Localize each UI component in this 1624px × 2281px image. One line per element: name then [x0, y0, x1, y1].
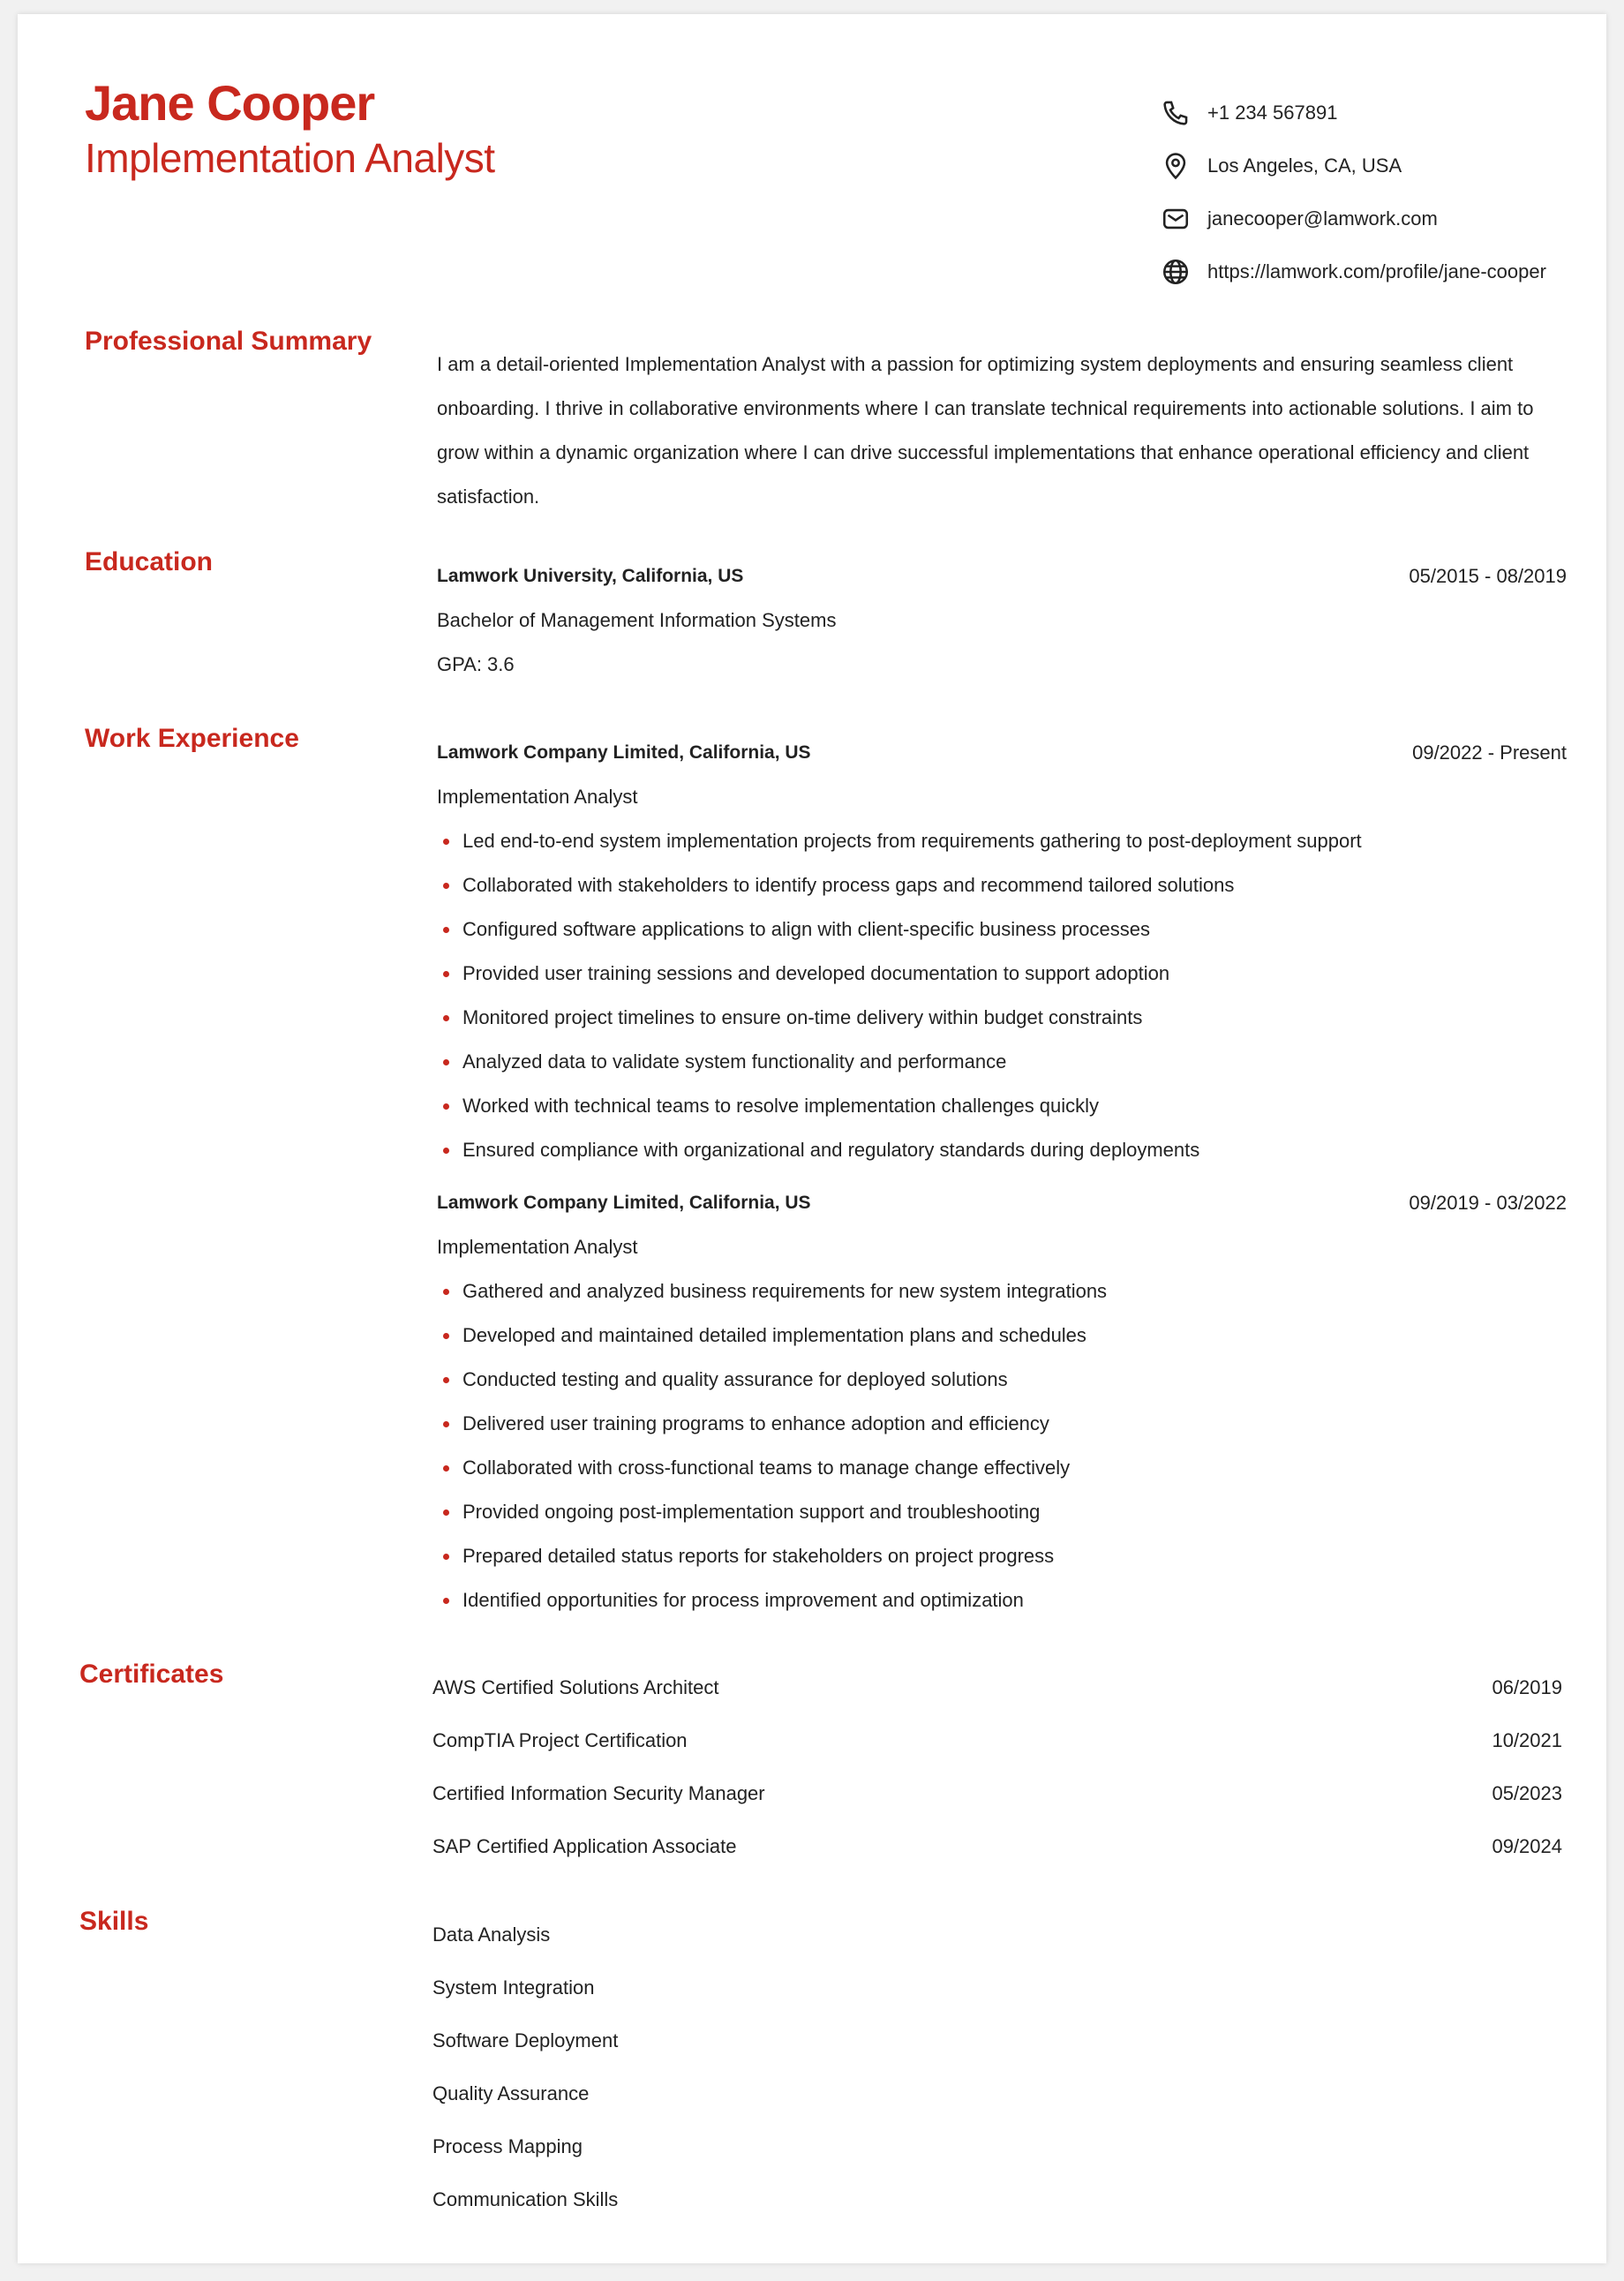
job-bullet: Configured software applications to align with client-specific business processes [437, 907, 1567, 952]
contact-location [1158, 139, 1564, 192]
job-bullet: Gathered and analyzed business requirements for new system integrations [437, 1269, 1567, 1314]
skill-item: Communication Skills [432, 2188, 619, 2210]
job-bullet: Analyzed data to validate system functionality and performance [437, 1040, 1567, 1084]
job-bullet: Provided ongoing post-implementation support and troubleshooting [437, 1490, 1567, 1534]
contact-block [1158, 87, 1564, 298]
job-bullet: Prepared detailed status reports for stakeholders on project progress [437, 1534, 1567, 1578]
job-bullet: Developed and maintained detailed implementation plans and schedules [437, 1314, 1567, 1358]
job-bullet: Collaborated with cross-functional teams to manage change effectively [437, 1446, 1567, 1490]
skill-item: Software Deployment [432, 2029, 619, 2051]
education-date: 05/2015 - 08/2019 [1409, 565, 1567, 587]
contact-email-text[interactable]: janecooper@lamwork.com [1207, 207, 1438, 230]
location-icon [1158, 148, 1193, 184]
contact-location-text: Los Angeles, CA, USA [1207, 154, 1402, 177]
certificate-row [432, 1661, 1562, 1714]
certificate-name: AWS Certified Solutions Architect [432, 1676, 719, 1698]
skills-list [432, 1908, 618, 2226]
candidate-name: Jane Cooper [85, 75, 375, 131]
resume-page [18, 14, 1606, 2263]
certificate-name: SAP Certified Application Associate [432, 1835, 737, 1857]
certificate-date: 06/2019 [1492, 1676, 1562, 1698]
contact-website [1158, 245, 1564, 298]
work-list [437, 731, 1567, 1622]
skill-item: Process Mapping [432, 2135, 583, 2157]
mail-icon [1158, 201, 1193, 237]
job-bullet: Worked with technical teams to resolve implementation challenges quickly [437, 1084, 1567, 1128]
job-bullet: Delivered user training programs to enhance adoption and efficiency [437, 1402, 1567, 1446]
certificates-list [432, 1661, 1562, 1873]
job-date: 09/2019 - 03/2022 [1409, 1192, 1567, 1214]
certificate-name: Certified Information Security Manager [432, 1782, 765, 1804]
education-degree: Bachelor of Management Information Systems [437, 609, 837, 631]
job-bullet: Collaborated with stakeholders to identify process gaps and recommend tailored solutions [437, 863, 1567, 907]
job-bullet: Ensured compliance with organizational and regulatory standards during deployments [437, 1128, 1567, 1172]
skill-item: Quality Assurance [432, 2082, 590, 2104]
phone-icon [1158, 95, 1193, 131]
education-entry [437, 554, 1567, 687]
certificate-row [432, 1767, 1562, 1820]
summary-text: I am a detail-oriented Implementation Analyst with a passion for optimizing system deployments and ensuring seamless client onboarding. I thrive in collaborative environments where I can translate technical requirements into actionable solutions. I aim to grow within a dynamic organization where I can drive successful implementations that enhance operational efficiency and client satisfaction. [437, 353, 1534, 508]
education-school: Lamwork University, California, US [437, 566, 744, 586]
job-position: Implementation Analyst [437, 1236, 638, 1258]
job-bullet: Conducted testing and quality assurance for deployed solutions [437, 1358, 1567, 1402]
contact-phone-text: +1 234 567891 [1207, 102, 1338, 124]
job-bullet: Provided user training sessions and developed documentation to support adoption [437, 952, 1567, 996]
job-date: 09/2022 - Present [1412, 742, 1567, 764]
work-heading: Work Experience [85, 724, 299, 753]
education-heading: Education [85, 547, 214, 576]
certificate-date: 09/2024 [1492, 1835, 1562, 1857]
summary-heading: Professional Summary [85, 327, 372, 356]
certificate-row [432, 1714, 1562, 1767]
certificate-row [432, 1820, 1562, 1873]
job-bullets [437, 1269, 1567, 1622]
job-position: Implementation Analyst [437, 786, 638, 808]
education-gpa: GPA: 3.6 [437, 653, 515, 675]
skill-item: System Integration [432, 1976, 595, 1999]
certificate-name: CompTIA Project Certification [432, 1729, 688, 1751]
job-entry [437, 731, 1567, 1172]
job-bullets [437, 819, 1567, 1172]
job-company: Lamwork Company Limited, California, US [437, 742, 811, 763]
certificates-heading: Certificates [79, 1660, 224, 1689]
contact-phone [1158, 87, 1564, 139]
contact-website-link[interactable]: https://lamwork.com/profile/jane-cooper [1207, 260, 1546, 282]
certificate-date: 10/2021 [1492, 1729, 1562, 1751]
job-entry [437, 1181, 1567, 1622]
certificate-date: 05/2023 [1492, 1782, 1562, 1804]
contact-email [1158, 192, 1564, 245]
job-company: Lamwork Company Limited, California, US [437, 1193, 811, 1213]
job-bullet: Led end-to-end system implementation projects from requirements gathering to post-deployment support [437, 819, 1567, 863]
skill-item: Data Analysis [432, 1923, 551, 1946]
job-bullet: Monitored project timelines to ensure on-time delivery within budget constraints [437, 996, 1567, 1040]
job-bullet: Identified opportunities for process improvement and optimization [437, 1578, 1567, 1622]
globe-icon [1158, 254, 1193, 290]
skills-heading: Skills [79, 1907, 149, 1936]
candidate-role: Implementation Analyst [85, 135, 495, 181]
